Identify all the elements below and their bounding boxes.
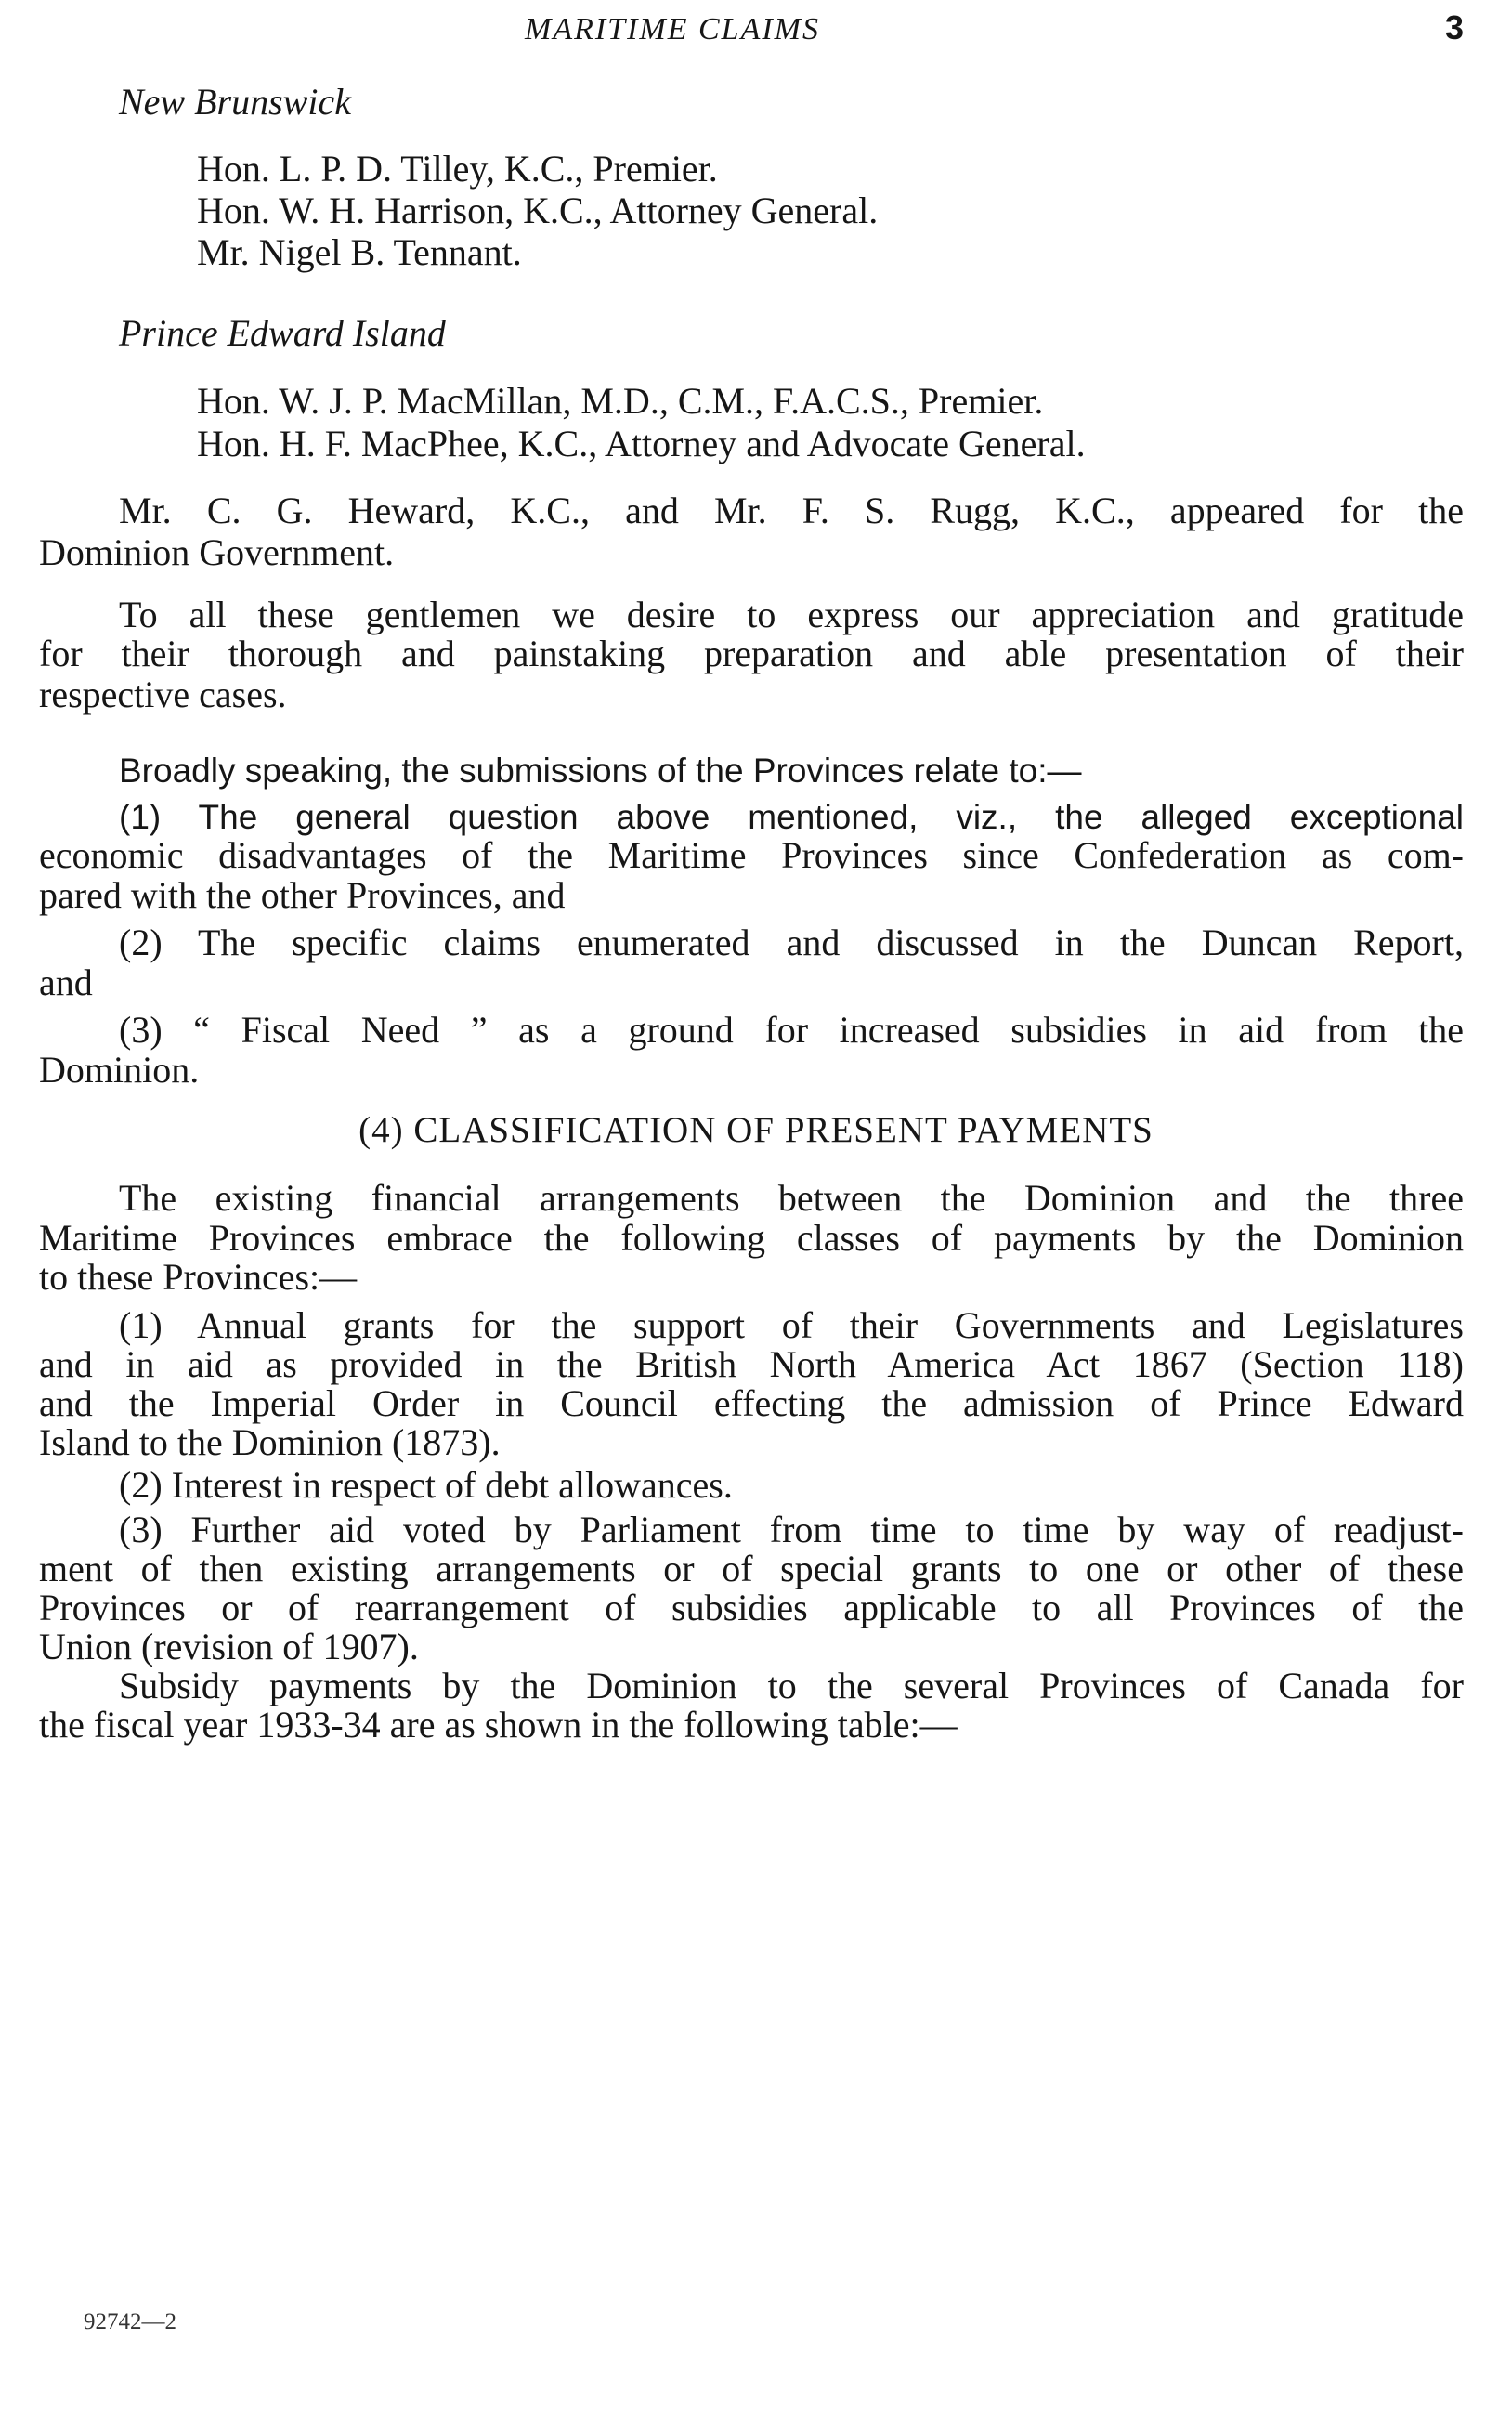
paragraph-line: The existing financial arrangements between the Dominion and the three: [119, 1177, 1464, 1219]
list-item-line: (1) Annual grants for the support of their Governments and Legislatures: [119, 1304, 1464, 1346]
province-heading-prince-edward-island: Prince Edward Island: [119, 312, 446, 354]
list-item-line: and in aid as provided in the British North America Act 1867 (Section 118): [39, 1343, 1464, 1385]
paragraph-line: to these Provinces:—: [39, 1256, 358, 1298]
paragraph-line: Broadly speaking, the submissions of the Provinces relate to:—: [119, 752, 1082, 790]
list-item-line: pared with the other Provinces, and: [39, 874, 566, 916]
delegate-line: Mr. Nigel B. Tennant.: [197, 231, 522, 273]
list-item-line: ment of then existing arrangements or of special grants to one or other of these: [39, 1548, 1464, 1589]
delegate-line: Hon. W. J. P. MacMillan, M.D., C.M., F.A.C.S., Premier.: [197, 380, 1044, 422]
delegate-line: Hon. W. H. Harrison, K.C., Attorney General.: [197, 190, 879, 231]
list-item-line: Island to the Dominion (1873).: [39, 1421, 501, 1463]
list-item-line: (1) The general question above mentioned, viz., the alleged exceptional: [119, 798, 1464, 836]
paragraph-line: for their thorough and painstaking preparation and able presentation of their: [39, 633, 1464, 674]
section-heading: (4) CLASSIFICATION OF PRESENT PAYMENTS: [358, 1110, 1154, 1150]
paragraph-line: To all these gentlemen we desire to express our appreciation and gratitude: [119, 594, 1464, 635]
page-number: 3: [1444, 8, 1464, 46]
footer-sheet-code: 92742—2: [84, 2309, 176, 2334]
paragraph-line: Maritime Provinces embrace the following classes of payments by the Dominion: [39, 1217, 1464, 1259]
delegate-line: Hon. L. P. D. Tilley, K.C., Premier.: [197, 148, 718, 190]
list-item-line: Dominion.: [39, 1049, 200, 1091]
list-item-line: and: [39, 961, 93, 1003]
paragraph-line: the fiscal year 1933-34 are as shown in the following table:—: [39, 1704, 958, 1746]
paragraph-line: Subsidy payments by the Dominion to the several Provinces of Canada for: [119, 1665, 1464, 1706]
paragraph-line: Dominion Government.: [39, 531, 395, 573]
list-item-line: (2) The specific claims enumerated and discussed in the Duncan Report,: [119, 922, 1464, 963]
delegate-line: Hon. H. F. MacPhee, K.C., Attorney and Advocate General.: [197, 423, 1086, 464]
paragraph-line: respective cases.: [39, 673, 287, 715]
list-item-line: Union (revision of 1907).: [39, 1626, 419, 1667]
list-item-line: (3) Further aid voted by Parliament from time to time by way of readjust-: [119, 1509, 1464, 1550]
running-title: MARITIME CLAIMS: [525, 12, 821, 46]
paragraph-line: Mr. C. G. Heward, K.C., and Mr. F. S. Rugg, K.C., appeared for the: [119, 490, 1464, 531]
list-item-line: Provinces or of rearrangement of subsidies applicable to all Provinces of the: [39, 1587, 1464, 1628]
list-item-line: economic disadvantages of the Maritime Provinces since Confederation as com-: [39, 834, 1464, 876]
list-item-line: (3) “ Fiscal Need ” as a ground for increased subsidies in aid from the: [119, 1009, 1464, 1051]
province-heading-new-brunswick: New Brunswick: [119, 81, 351, 123]
list-item-line: (2) Interest in respect of debt allowances.: [119, 1464, 733, 1506]
list-item-line: and the Imperial Order in Council effecting the admission of Prince Edward: [39, 1382, 1464, 1424]
